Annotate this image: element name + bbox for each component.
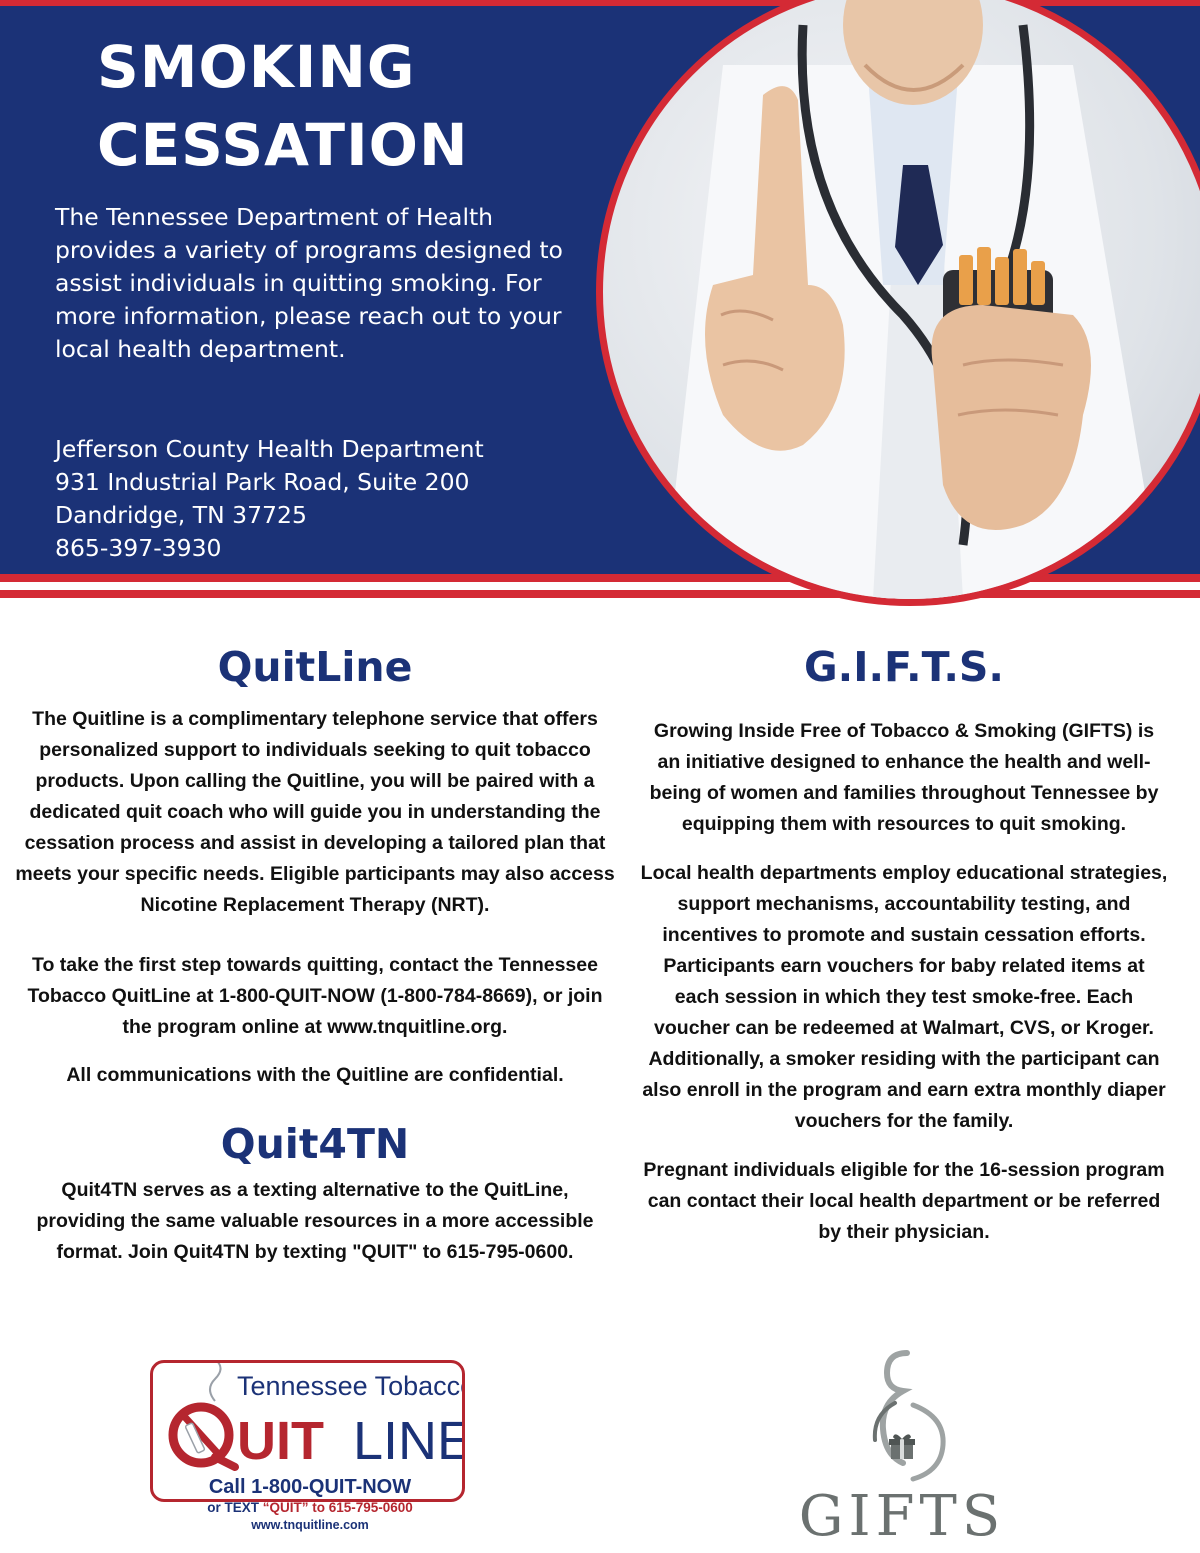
- gifts-heading: G.I.F.T.S.: [803, 643, 1005, 691]
- quitline-logo-uit: UIT: [237, 1411, 324, 1471]
- title-line-1: SMOKING: [97, 33, 416, 101]
- bottom-red-stripe-2: [0, 590, 1200, 598]
- quitline-logo-text-suffix: to 615-795-0600: [308, 1500, 413, 1515]
- city-state-zip: Dandridge, TN 37725: [55, 501, 307, 529]
- gifts-logo: [795, 1345, 1010, 1545]
- quitline-logo-text-line: [150, 1499, 470, 1517]
- quitline-logo-contact: [150, 1475, 470, 1534]
- quitline-logo-text-quit: “QUIT”: [262, 1500, 309, 1515]
- quit4tn-heading: Quit4TN: [220, 1120, 410, 1168]
- left-column: [15, 640, 615, 1268]
- page-title: [97, 28, 469, 184]
- quitline-logo-art: [153, 1363, 462, 1475]
- quitline-contact: To take the first step towards quitting, contact the Tennessee Tobacco QuitLine at 1-800-QUIT-NOW (1-800-784-8669), or join the program online at www.tnquitline.org.: [27, 954, 603, 1038]
- street-address: 931 Industrial Park Road, Suite 200: [55, 468, 470, 496]
- quitline-confidential: All communications with the Quitline are confidential.: [66, 1064, 564, 1086]
- right-column: [640, 640, 1168, 1248]
- quitline-heading: QuitLine: [217, 643, 413, 691]
- gifts-logo-wordmark: GIFTS: [798, 1484, 1006, 1545]
- intro-text: The Tennessee Department of Health provides a variety of programs designed to assist individuals in quitting smoking. For more information, please reach out to your local health department.: [55, 203, 563, 363]
- phone-number: 865-397-3930: [55, 534, 222, 562]
- quitline-logo-url: www.tnquitline.com: [251, 1518, 369, 1532]
- quit4tn-description: Quit4TN serves as a texting alternative to the QuitLine, providing the same valuable resources in a more accessible format. Join Quit4TN by texting "QUIT" to 615-795-0600.: [36, 1179, 594, 1263]
- quitline-description: The Quitline is a complimentary telephone service that offers personalized support to individuals seeking to quit tobacco products. Upon calling the Quitline, you will be paired with a dedicated quit coach who will guide you in understanding the cessation process and assist in developing a tailored plan that meets your specific needs. Eligible participants may also access Nicotine Replacement Therapy (NRT).: [15, 708, 615, 916]
- department-name: Jefferson County Health Department: [55, 435, 484, 463]
- title-line-2: CESSATION: [97, 111, 469, 179]
- quitline-logo-call: Call 1-800-QUIT-NOW: [208, 1476, 412, 1498]
- quitline-logo-line1: Tennessee Tobacco: [237, 1371, 462, 1401]
- doctor-illustration: [603, 0, 1200, 599]
- health-department-address: [55, 433, 575, 565]
- quitline-logo-text-prefix: or TEXT: [207, 1500, 263, 1515]
- quitline-logo-line-word: LINE: [353, 1411, 462, 1471]
- gifts-program-details: Local health departments employ educational strategies, support mechanisms, accountability testing, and incentives to promote and sustain cessation efforts. Participants earn vouchers for baby related items at each session in which they test smoke-free. Each voucher can be redeemed at Walmart, CVS, or Kroger. Additionally, a smoker residing with the participant can also enroll in the program and earn extra monthly diaper vouchers for the family.: [640, 862, 1168, 1132]
- gifts-description: Growing Inside Free of Tobacco & Smoking (GIFTS) is an initiative designed to enhance the health and well-being of women and families throughout Tennessee by equipping them with resources to quit smoking.: [649, 720, 1159, 835]
- gifts-eligibility: Pregnant individuals eligible for the 16-session program can contact their local health department or be referred by their physician.: [643, 1159, 1165, 1243]
- gifts-logo-art: [795, 1345, 1010, 1545]
